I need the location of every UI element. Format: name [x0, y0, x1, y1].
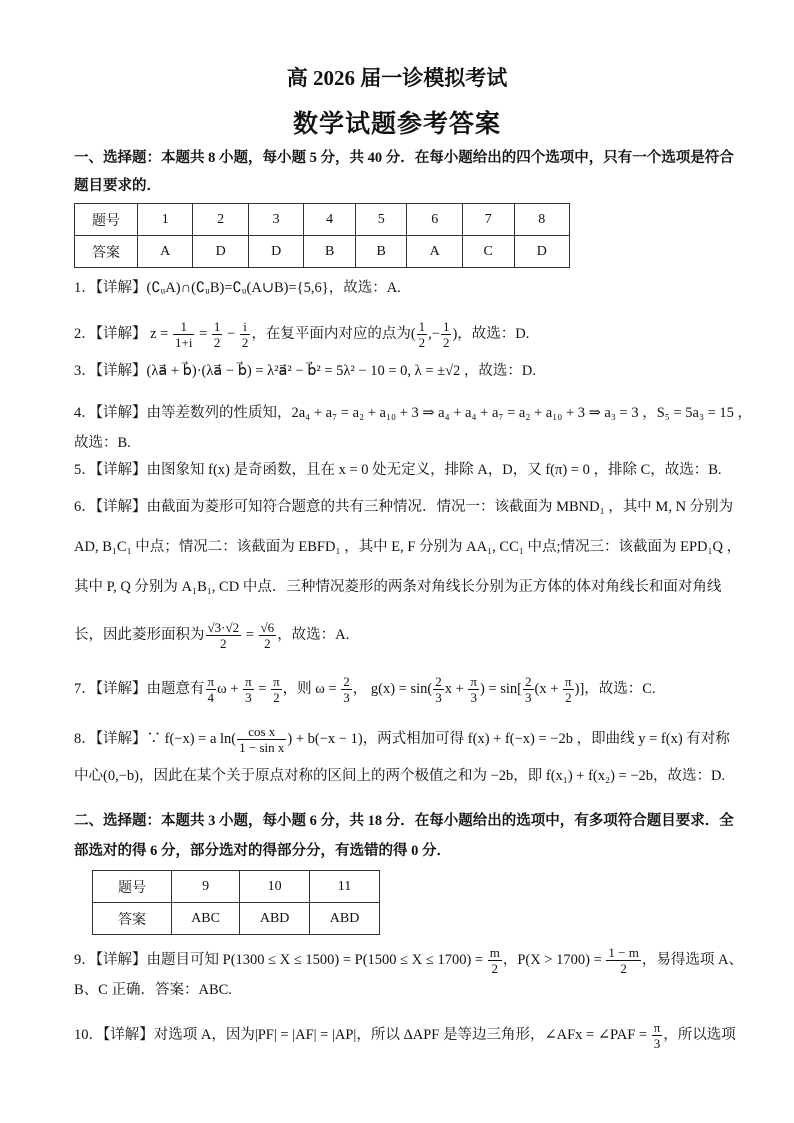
text-segment: 10．【详解】对选项 A，因为|PF| = |AF| = |AP|，所以 ΔAPF 是等边三角形，∠AFx = ∠PAF = [74, 1026, 651, 1043]
numerator: √6 [260, 620, 275, 635]
text-segment: 1．【详解】(∁ᵤA)∩(∁ᵤB)=∁ᵤ(A∪B)={5,6}，故选：A. [74, 280, 401, 296]
answer-cell: ABC [172, 903, 240, 935]
question-number: 3 [248, 204, 303, 236]
text-segment: ，故选：A. [277, 626, 350, 643]
text-segment: 故选：B. [74, 435, 131, 451]
numerator: 1 [213, 319, 221, 334]
solution-5 [74, 460, 722, 480]
solution-1 [74, 278, 401, 298]
section2-heading: 二、选择题：本题共 3 小题，每小题 6 分，共 18 分．在每小题给出的选项中，有多项符合题目要求．全 [74, 813, 734, 829]
denominator: 2 [491, 961, 499, 976]
denominator: 3 [525, 690, 532, 705]
section2-heading-cont: 部选对的得 6 分，部分选对的得部分分，有选错的得 0 分． [74, 843, 451, 859]
numerator: π [207, 674, 215, 689]
answer-cell: D [514, 236, 570, 268]
numerator: cos x [237, 724, 286, 740]
denominator: 2 [220, 636, 227, 651]
solution-6-cont [74, 620, 349, 651]
question-number: 7 [462, 204, 514, 236]
exam-title: 高 2026 届一诊模拟考试 [286, 66, 508, 90]
answer-cell: ABD [240, 903, 310, 935]
text-segment: = [254, 680, 271, 697]
solution-6-cont [74, 577, 721, 597]
text-segment: ， g(x) = sin( [352, 680, 433, 697]
question-number: 4 [304, 204, 356, 236]
text-segment: 5．【详解】由图象知 f(x) 是奇函数，且在 x = 0 处无定义，排除 A，D，又 f(π) = 0 ，排除 C，故选：B. [74, 462, 722, 478]
question-number: 5 [355, 204, 407, 236]
row-label: 答案 [93, 903, 172, 935]
text-segment: ，P(X > 1700) = [502, 951, 606, 968]
answer-table-1 [74, 203, 570, 268]
fraction [212, 319, 223, 350]
text-segment: ω + [217, 680, 243, 697]
question-number: 11 [310, 871, 380, 903]
numerator: 1 [442, 319, 450, 334]
answer-table-2 [92, 870, 380, 935]
numerator: m [489, 945, 500, 960]
solution-7 [74, 674, 656, 705]
solution-10 [74, 1020, 736, 1051]
text-segment: ,− [428, 325, 440, 342]
fraction [206, 620, 242, 651]
fraction [259, 620, 277, 651]
solution-6 [74, 497, 733, 517]
table-row [75, 236, 570, 268]
numerator: i [240, 319, 251, 335]
denominator: 1 − sin x [239, 740, 285, 755]
exam-subtitle: 数学试题参考答案 [292, 111, 501, 138]
solution-6-cont [74, 537, 741, 557]
question-number: 10 [240, 871, 310, 903]
fraction [652, 1020, 663, 1051]
text-segment: = [195, 325, 211, 342]
text-segment: ) + b(−x − 1)，两式相加可得 f(x) + f(−x) = −2b ，即曲线 y = f(x) 有对称 [287, 730, 730, 747]
text-segment: ，在复平面内对应的点为( [251, 325, 416, 342]
numerator: π [273, 674, 280, 689]
solution-2 [74, 319, 529, 350]
numerator: √3·√2 [207, 620, 240, 635]
text-segment: ，则 ω = [282, 680, 341, 697]
text-segment: 7．【详解】由题意有 [74, 680, 205, 697]
answer-cell: D [193, 236, 248, 268]
answer-cell: A [407, 236, 462, 268]
numerator: 2 [343, 674, 350, 689]
denominator: 2 [442, 335, 450, 350]
fraction [417, 319, 428, 350]
denominator: 3 [343, 690, 350, 705]
text-segment: ，易得选项 A、 [641, 951, 743, 968]
denominator: 2 [213, 335, 221, 350]
answer-cell: C [462, 236, 514, 268]
denominator: 3 [653, 1036, 661, 1051]
denominator: 2 [418, 335, 426, 350]
question-number: 2 [193, 204, 248, 236]
fraction [271, 674, 282, 705]
numerator: 2 [525, 674, 532, 689]
denominator: 2 [565, 690, 572, 705]
solution-3 [74, 361, 536, 381]
text-segment: B、C 正确．答案：ABC. [74, 982, 232, 998]
answer-cell: A [138, 236, 193, 268]
numerator: π [245, 674, 252, 689]
text-segment: 9．【详解】由题目可知 P(1300 ≤ X ≤ 1500) = P(1500 ≤ X ≤ 1700) = [74, 951, 487, 968]
denominator: 4 [207, 690, 215, 705]
numerator: 1 − m [608, 945, 639, 960]
answer-cell: B [355, 236, 407, 268]
text-segment: 中心(0,−b)，因此在某个关于原点对称的区间上的两个极值之和为 −2b，即 f(x₁) + f(x₂) = −2b，故选：D. [74, 768, 726, 784]
denominator: 2 [273, 690, 280, 705]
fraction [243, 674, 254, 705]
fraction [563, 674, 574, 705]
row-label: 题号 [93, 871, 172, 903]
numerator: π [565, 674, 572, 689]
numerator: π [470, 674, 477, 689]
text-segment: ) = sin[ [480, 680, 523, 697]
solution-8 [74, 724, 730, 755]
fraction [523, 674, 534, 705]
question-number: 6 [407, 204, 462, 236]
fraction [341, 674, 352, 705]
numerator: 1 [173, 319, 194, 335]
numerator: π [653, 1020, 661, 1035]
row-label: 题号 [75, 204, 138, 236]
text-segment: 长，因此菱形面积为 [74, 626, 205, 643]
solution-9-cont [74, 980, 232, 1000]
solution-9 [74, 945, 743, 976]
denominator: 2 [264, 636, 271, 651]
table-row [93, 871, 380, 903]
denominator: 2 [620, 961, 627, 976]
solution-8-cont [74, 766, 725, 786]
answer-cell: ABD [310, 903, 380, 935]
text-segment: 3．【详解】(λa⃗ + b⃗)·(λa⃗ − b⃗) = λ²a⃗² − b⃗² = 5λ² − 10 = 0, λ = ±√2 ，故选：D. [74, 363, 537, 379]
fraction [433, 674, 444, 705]
denominator: 1+i [175, 335, 193, 350]
denominator: 3 [470, 690, 477, 705]
fraction [240, 319, 251, 350]
denominator: 3 [435, 690, 442, 705]
numerator: 2 [435, 674, 442, 689]
numerator: 1 [418, 319, 426, 334]
text-segment: 4．【详解】由等差数列的性质知，2a₄ + a₇ = a₂ + a₁₀ + 3 ⇒ a₄ + a₄ + a₇ = a₂ + a₁₀ + 3 ⇒ a₃ = 3 ，S₅ = 5a₃ = 15 ， [74, 405, 753, 421]
fraction [206, 674, 217, 705]
text-segment: 8．【详解】∵ f(−x) = a ln( [74, 730, 237, 747]
question-number: 9 [172, 871, 240, 903]
answer-cell: D [248, 236, 303, 268]
section1-heading-cont: 题目要求的． [74, 178, 161, 194]
denominator: 2 [241, 335, 249, 350]
text-segment: ，所以选项 [663, 1026, 736, 1043]
text-segment: (x + [534, 680, 563, 697]
solution-4-cont [74, 433, 131, 453]
text-segment: )]，故选：C. [574, 680, 656, 697]
table-row [93, 903, 380, 935]
text-segment: = [242, 626, 258, 643]
answer-cell: B [304, 236, 356, 268]
question-number: 1 [138, 204, 193, 236]
fraction [488, 945, 502, 976]
fraction [173, 319, 194, 350]
section1-heading: 一、选择题：本题共 8 小题，每小题 5 分，共 40 分．在每小题给出的四个选项中，只有一个选项是符合 [74, 150, 734, 166]
solution-4 [74, 403, 752, 423]
row-label: 答案 [75, 236, 138, 268]
text-segment: x + [444, 680, 468, 697]
text-segment: 其中 P, Q 分别为 A₁B₁, CD 中点．三种情况菱形的两条对角线长分别为正方体的体对角线长和面对角线 [74, 579, 722, 595]
question-number: 8 [514, 204, 570, 236]
fraction [237, 724, 286, 755]
text-segment: − [223, 325, 239, 342]
text-segment: 2．【详解】 z = [74, 325, 172, 342]
fraction [441, 319, 452, 350]
denominator: 3 [245, 690, 252, 705]
text-segment: )，故选：D. [452, 325, 530, 342]
text-segment: AD, B₁C₁ 中点；情况二：该截面为 EBFD₁ ，其中 E, F 分别为 AA₁, CC₁ 中点;情况三：该截面为 EPD₁Q ， [74, 539, 742, 555]
fraction [606, 945, 640, 976]
fraction [468, 674, 479, 705]
text-segment: 6．【详解】由截面为菱形可知符合题意的共有三种情况．情况一：该截面为 MBND₁ ，其中 M, N 分别为 [74, 499, 734, 515]
table-row [75, 204, 570, 236]
